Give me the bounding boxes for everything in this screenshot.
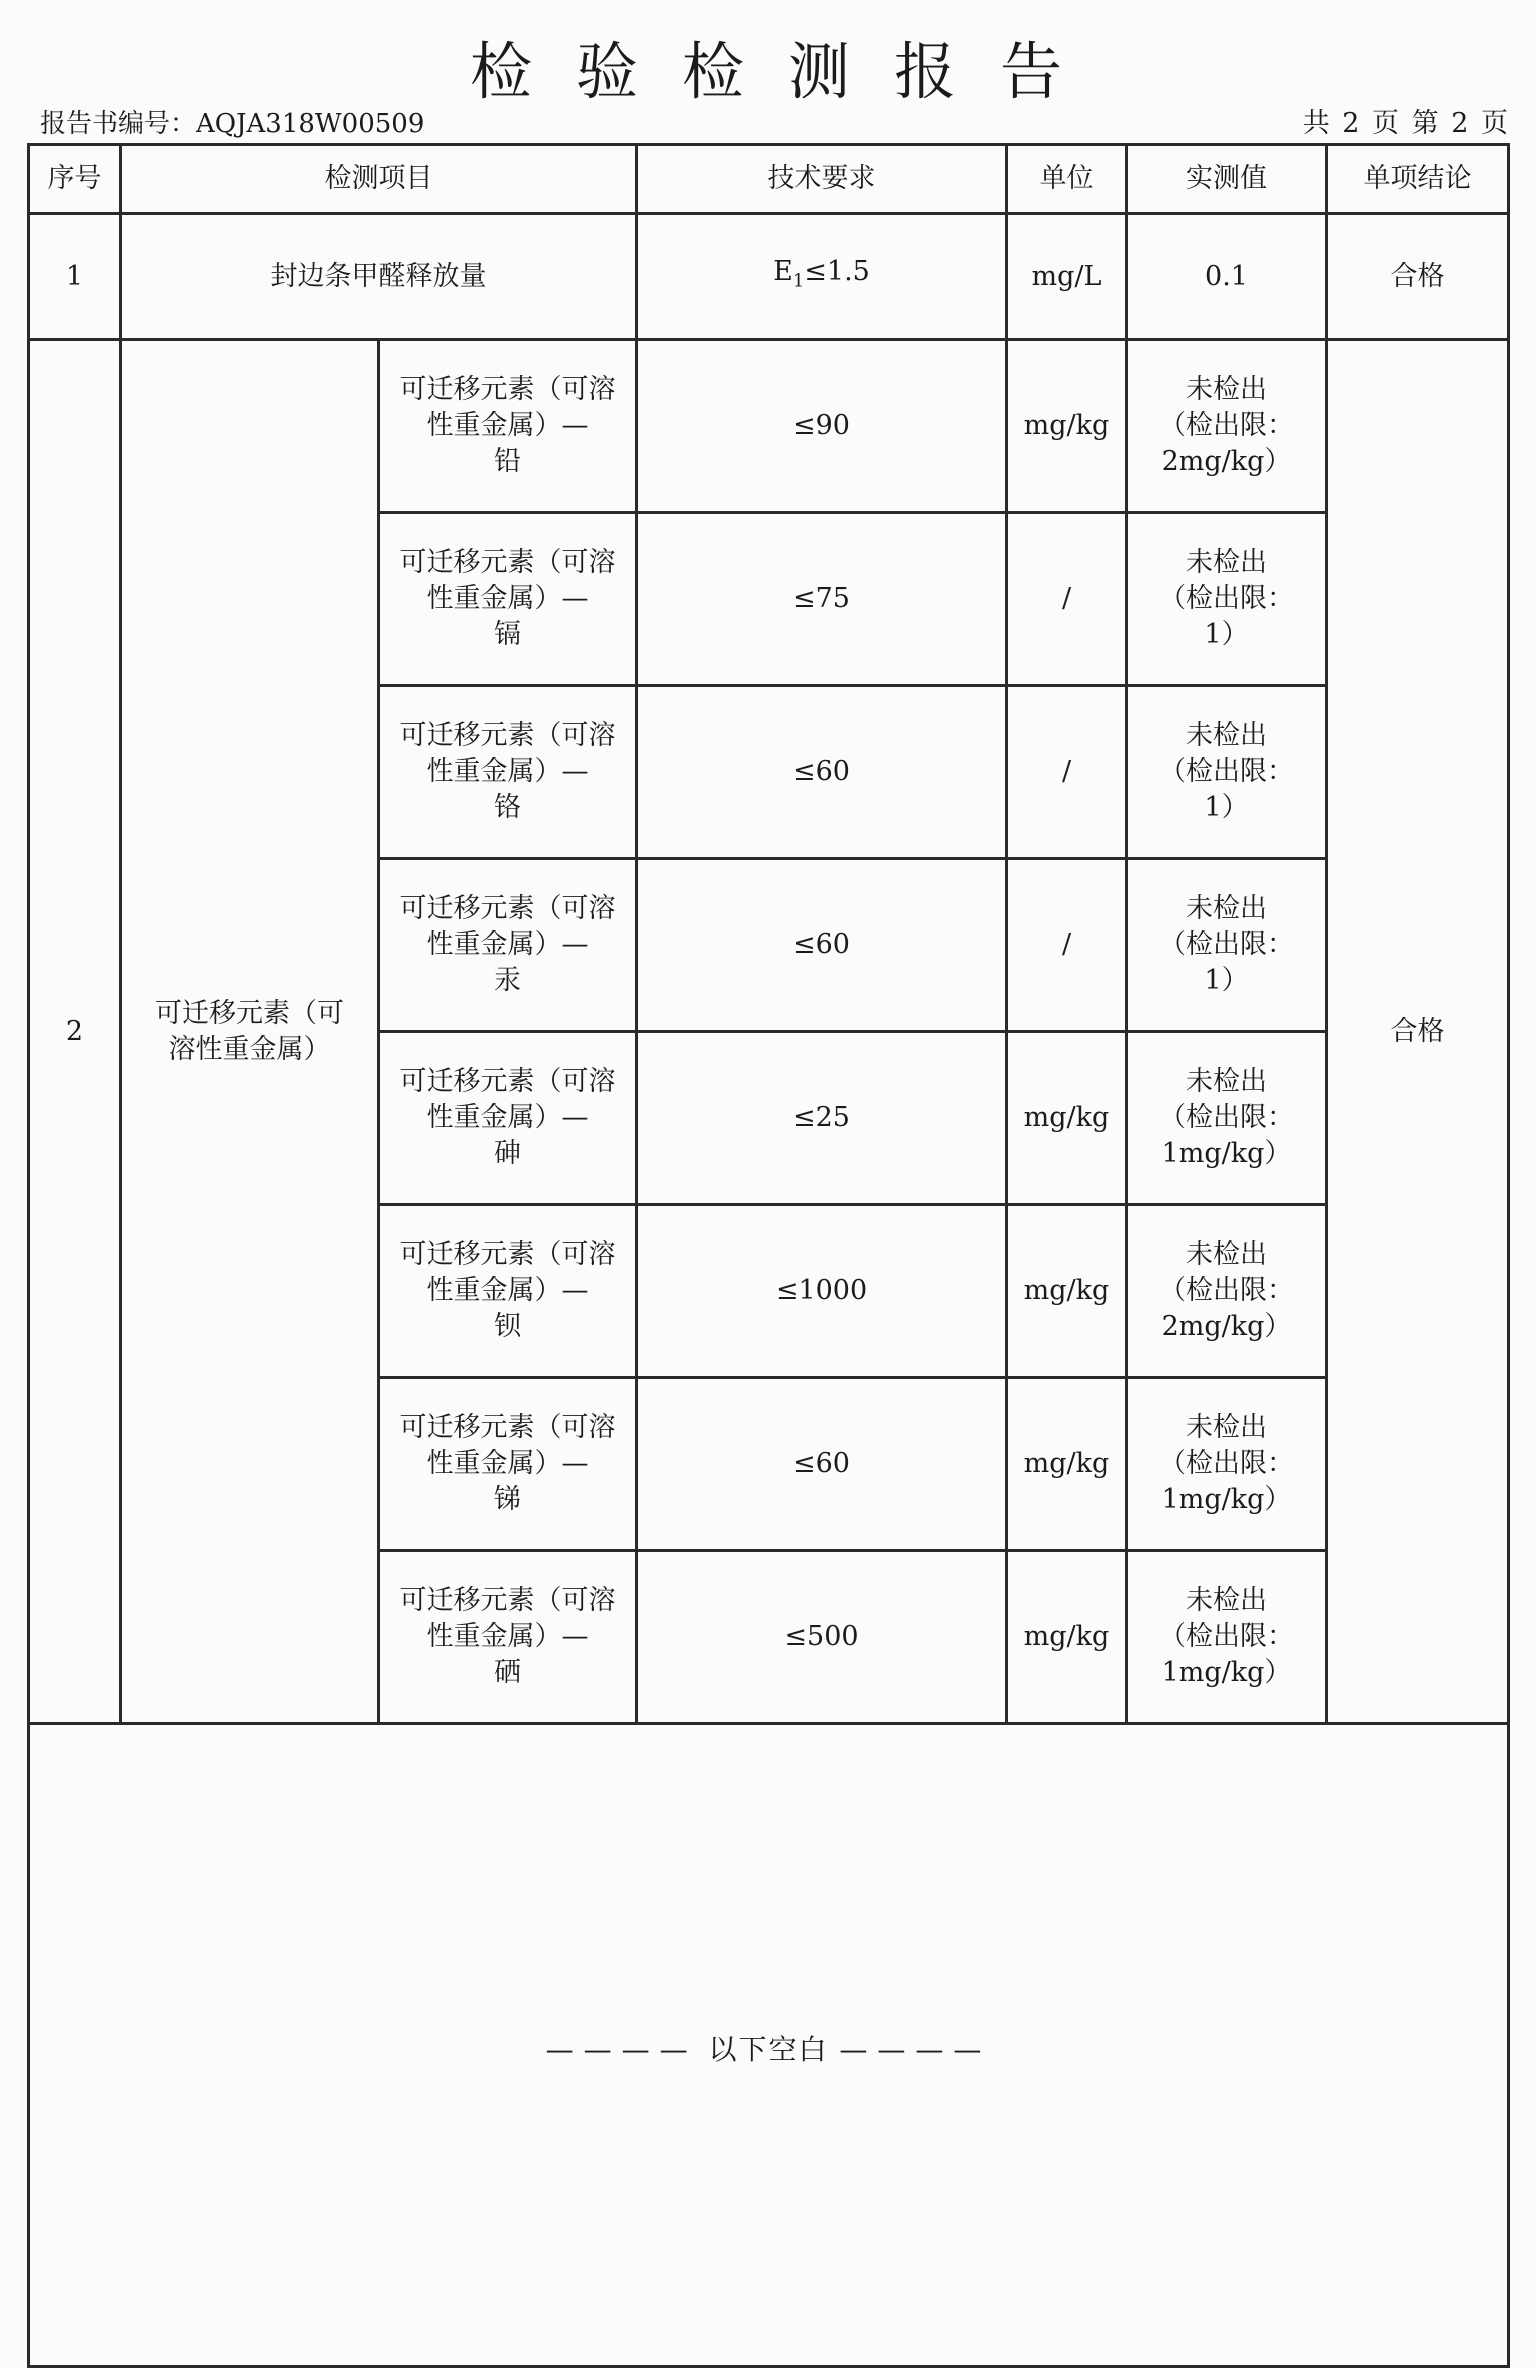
col-header-no: 序号 bbox=[29, 145, 121, 214]
subitem-measured: 未检出 （检出限： 1） bbox=[1127, 859, 1327, 1032]
subitem-unit: mg/kg bbox=[1007, 1378, 1127, 1551]
inspection-table bbox=[27, 143, 1510, 2368]
blank-remainder-row bbox=[29, 1724, 1509, 2367]
row-result: 合格 bbox=[1327, 214, 1509, 340]
subitem-measured: 未检出 （检出限： 1mg/kg） bbox=[1127, 1032, 1327, 1205]
col-header-item: 检测项目 bbox=[121, 145, 637, 214]
table-row bbox=[29, 214, 1509, 340]
col-header-unit: 单位 bbox=[1007, 145, 1127, 214]
col-header-measured: 实测值 bbox=[1127, 145, 1327, 214]
subitem-unit: / bbox=[1007, 513, 1127, 686]
table-row bbox=[29, 340, 1509, 513]
subitem-name: 可迁移元素（可溶性重金属）— 汞 bbox=[379, 859, 637, 1032]
subitem-measured: 未检出 （检出限： 1mg/kg） bbox=[1127, 1551, 1327, 1724]
subitem-unit: mg/kg bbox=[1007, 1032, 1127, 1205]
subitem-name: 可迁移元素（可溶性重金属）— 硒 bbox=[379, 1551, 637, 1724]
subitem-requirement: ≤1000 bbox=[637, 1205, 1007, 1378]
subitem-name: 可迁移元素（可溶性重金属）— 铬 bbox=[379, 686, 637, 859]
row-measured: 0.1 bbox=[1127, 214, 1327, 340]
subitem-requirement: ≤60 bbox=[637, 1378, 1007, 1551]
subitem-requirement: ≤25 bbox=[637, 1032, 1007, 1205]
row-no: 2 bbox=[29, 340, 121, 1724]
report-title: 检验检测报告 bbox=[469, 35, 1106, 108]
subitem-requirement: ≤75 bbox=[637, 513, 1007, 686]
subitem-name: 可迁移元素（可溶性重金属）— 铅 bbox=[379, 340, 637, 513]
row-item: 封边条甲醛释放量 bbox=[121, 214, 637, 340]
row-requirement: $E_1\le 1.5$ bbox=[637, 214, 1007, 340]
subitem-requirement: ≤90 bbox=[637, 340, 1007, 513]
subitem-measured: 未检出 （检出限： 2mg/kg） bbox=[1127, 340, 1327, 513]
subitem-measured: 未检出 （检出限： 1） bbox=[1127, 686, 1327, 859]
page-info: 共 2 页 第 2 页 bbox=[1302, 108, 1510, 139]
col-header-result: 单项结论 bbox=[1327, 145, 1509, 214]
report-number-label: 报告书编号： bbox=[40, 109, 197, 139]
subitem-unit: mg/kg bbox=[1007, 1205, 1127, 1378]
subitem-unit: mg/kg bbox=[1007, 1551, 1127, 1724]
row-no: 1 bbox=[29, 214, 121, 340]
col-header-requirement: 技术要求 bbox=[637, 145, 1007, 214]
subitem-unit: / bbox=[1007, 859, 1127, 1032]
subitem-unit: mg/kg bbox=[1007, 340, 1127, 513]
subitem-requirement: ≤60 bbox=[637, 686, 1007, 859]
subitem-name: 可迁移元素（可溶性重金属）— 砷 bbox=[379, 1032, 637, 1205]
subitem-unit: / bbox=[1007, 686, 1127, 859]
blank-remainder bbox=[29, 1724, 1509, 2367]
table-header-row bbox=[29, 145, 1509, 214]
report-number bbox=[40, 103, 424, 140]
subitem-name: 可迁移元素（可溶性重金属）— 锑 bbox=[379, 1378, 637, 1551]
row-item: 可迁移元素（可 溶性重金属） bbox=[121, 340, 379, 1724]
subitem-measured: 未检出 （检出限： 1） bbox=[1127, 513, 1327, 686]
subitem-measured: 未检出 （检出限： 1mg/kg） bbox=[1127, 1378, 1327, 1551]
blank-below-marker: ———— 以下空白 ———— bbox=[545, 2033, 992, 2066]
subitem-requirement: ≤500 bbox=[637, 1551, 1007, 1724]
subitem-name: 可迁移元素（可溶性重金属）— 钡 bbox=[379, 1205, 637, 1378]
subitem-requirement: ≤60 bbox=[637, 859, 1007, 1032]
report-number-value: AQJA318W00509 bbox=[196, 109, 425, 139]
subitem-measured: 未检出 （检出限： 2mg/kg） bbox=[1127, 1205, 1327, 1378]
row-unit: mg/L bbox=[1007, 214, 1127, 340]
subitem-name: 可迁移元素（可溶性重金属）— 镉 bbox=[379, 513, 637, 686]
row-result: 合格 bbox=[1327, 340, 1509, 1724]
